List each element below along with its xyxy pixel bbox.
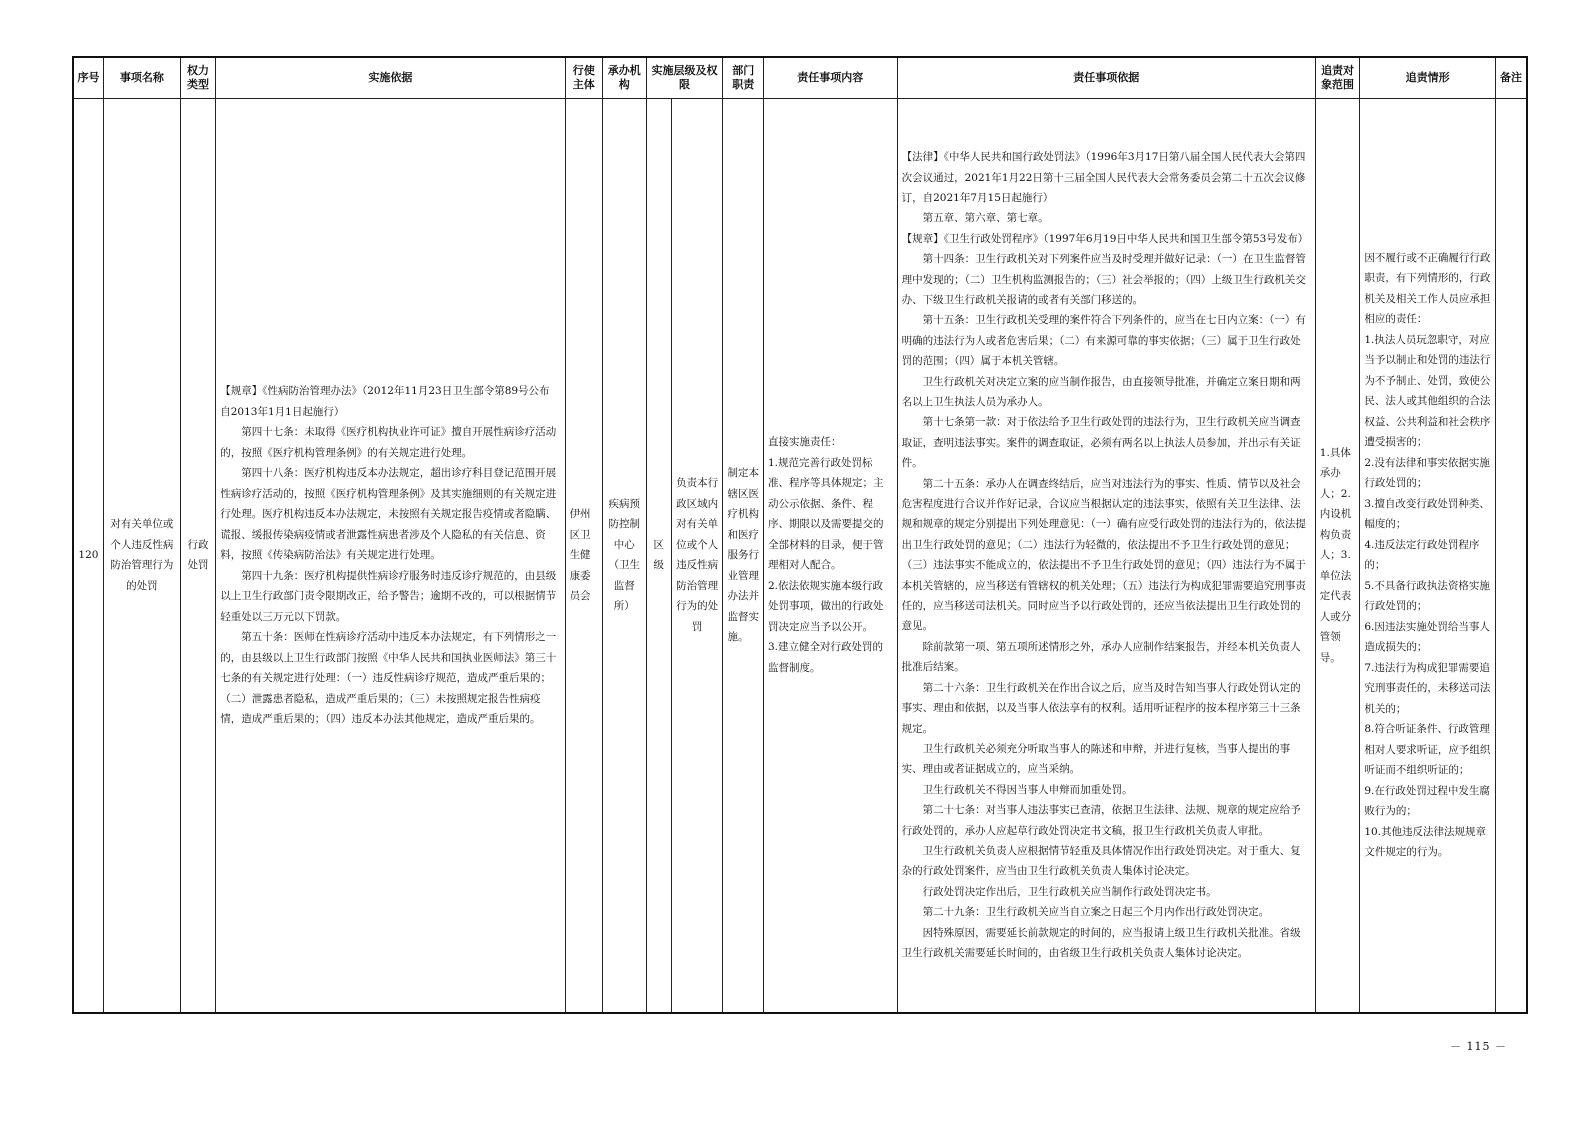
acc-situation-item: 4.违反法定行政处罚程序的； <box>1364 538 1480 572</box>
cell-item-name: 对有关单位或个人违反性病防治管理行为的处罚 <box>103 99 180 1013</box>
cell-basis <box>216 99 565 1013</box>
col-remark: 备注 <box>1496 57 1527 99</box>
cell-resp-content <box>763 99 897 1013</box>
page-number: － 115 － <box>1450 1040 1507 1053</box>
col-acc-situation: 追责情形 <box>1360 57 1496 99</box>
acc-situation-item: 3.擅自改变行政处罚种类、幅度的； <box>1364 497 1490 531</box>
cell-seq: 120 <box>73 99 103 1013</box>
acc-situation-item: 6.因违法实施处罚给当事人造成损失的； <box>1364 620 1490 654</box>
resp-basis-para: 【法律】《中华人民共和国行政处罚法》（1996年3月17日第八届全国人民代表大会第四次会议通过，2021年1月22日第十三届全国人民代表大会常务委员会第二十五次会议修订，自2021年7月15日起施行） <box>901 151 1306 204</box>
basis-para: 第四十九条：医疗机构提供性病诊疗服务时违反诊疗规范的，由县级以上卫生行政部门责令限期改正，给予警告；逾期不改的，可以根据情节轻重处以三万元以下罚款。 <box>220 569 557 623</box>
acc-situation-item: 7.违法行为构成犯罪需要追究刑事责任的，未移送司法机关的； <box>1364 661 1491 715</box>
col-dept-duty: 部门职责 <box>723 57 764 99</box>
cell-remark <box>1496 99 1527 1013</box>
col-agency: 承办机构 <box>603 57 647 99</box>
col-resp-content: 责任事项内容 <box>763 57 897 99</box>
resp-basis-para: 第二十六条：卫生行政机关在作出合议之后，应当及时告知当事人行政处罚认定的事实、理由和依据，以及当事人依法享有的权利。适用听证程序的按本程序第三十三条规定。 <box>901 681 1301 735</box>
col-acc-scope: 追责对象范围 <box>1315 57 1360 99</box>
resp-basis-para: 第十七条第一款：对于依法给予卫生行政处罚的违法行为，卫生行政机关应当调查取证，查明违法事实。案件的调查取证，必须有两名以上执法人员参加，并出示有关证件。 <box>901 416 1301 470</box>
resp-basis-para: 卫生行政机关负责人应根据情节轻重及具体情况作出行政处罚决定。对于重大、复杂的行政处罚案件，应当由卫生行政机关负责人集体讨论决定。 <box>901 844 1301 878</box>
cell-agency: 疾病预防控制中心（卫生监督所） <box>603 99 647 1013</box>
cell-resp-basis <box>897 99 1315 1013</box>
col-item-name: 事项名称 <box>103 57 180 99</box>
resp-basis-para: 第十五条：卫生行政机关受理的案件符合下列条件的，应当在七日内立案：（一）有明确的违法行为人或者危害后果；（二）有来源可靠的事实依据；（三）属于卫生行政处罚的范围；（四）属于本机关管辖。 <box>901 314 1306 368</box>
cell-dept-duty: 制定本辖区医疗机构和医疗服务行业管理办法并监督实施。 <box>723 99 764 1013</box>
cell-subject: 伊州区卫生健康委员会 <box>565 99 602 1013</box>
basis-para: 第五十条：医师在性病诊疗活动中违反本办法规定，有下列情形之一的，由县级以上卫生行政部门按照《中华人民共和国执业医师法》第三十七条的有关规定进行处理：（一）违反性病诊疗规范，造成严重后果的；（二）泄露患者隐私，造成严重后果的；（三）未按照规定报告性病疫情，造成严重后果的；（四）违反本办法其他规定，造成严重后果的。 <box>220 631 557 725</box>
resp-basis-para: 卫生行政机关对决定立案的应当制作报告，由直接领导批准，并确定立案日期和两名以上卫生执法人员为承办人。 <box>901 375 1301 408</box>
resp-basis-para: 因特殊原因，需要延长前款规定的时间的，应当报请上级卫生行政机关批准。省级卫生行政机关需要延长时间的，由省级卫生行政机关负责人集体讨论决定。 <box>901 926 1301 959</box>
cell-acc-scope: 1.具体承办人；2.内设机构负责人；3.单位法定代表人或分管领导。 <box>1315 99 1360 1013</box>
basis-para: 【规章】《性病防治管理办法》（2012年11月23日卫生部令第89号公布 自2013年1月1日起施行） <box>220 385 561 418</box>
resp-basis-para: 【规章】《卫生行政处罚程序》（1997年6月19日中华人民共和国卫生部令第53号发布） <box>901 232 1309 245</box>
acc-situation-item: 1.执法人员玩忽职守，对应当予以制止和处罚的违法行为不予制止、处罚，致使公民、法人或其他组织的合法权益、公共利益和社会秩序遭受损害的； <box>1364 333 1491 449</box>
resp-basis-para: 第二十九条：卫生行政机关应当自立案之日起三个月内作出行政处罚决定。 <box>922 906 1270 919</box>
table-row <box>73 99 1527 1013</box>
basis-para: 第四十八条：医疗机构违反本办法规定，超出诊疗科目登记范围开展性病诊疗活动的，按照《医疗机构管理条例》及其实施细则的有关规定进行处理。医疗机构违反本办法规定，未按照有关规定报告疫情或者隐瞒、谎报、缓报传染病疫情或者泄露性病患者涉及个人隐私的有关信息、资料，按照《传染病防治法》有关规定进行处理。 <box>220 467 557 561</box>
col-resp-basis: 责任事项依据 <box>897 57 1315 99</box>
acc-situation-item: 10.其他违反法律法规规章文件规定的行为。 <box>1364 825 1487 859</box>
resp-basis-para: 卫生行政机关不得因当事人申辩而加重处罚。 <box>922 783 1133 796</box>
acc-situation-item: 8.符合听证条件、行政管理相对人要求听证，应予组织听证而不组织听证的； <box>1364 723 1491 777</box>
col-basis: 实施依据 <box>216 57 565 99</box>
resp-content-para: 直接实施责任： <box>767 436 842 449</box>
cell-level-b: 负责本行政区域内对有关单位或个人违反性病防治管理行为的处罚 <box>671 99 723 1013</box>
acc-situation-item: 因不履行或不正确履行行政职责，有下列情形的，行政机关及相关工作人员应承担相应的责任： <box>1364 251 1491 326</box>
resp-content-para: 1.规范完善行政处罚标准、程序等具体规定；主动公示依据、条件、程序、期限以及需要提交的全部材料的目录，便于管理相对人配合。 <box>767 456 884 572</box>
resp-basis-para: 第五章、第六章、第七章。 <box>922 212 1049 225</box>
acc-situation-item: 9.在行政处罚过程中发生腐败行为的； <box>1364 784 1490 818</box>
cell-power-type: 行政处罚 <box>180 99 215 1013</box>
col-level: 实施层级及权限 <box>646 57 723 99</box>
resp-basis-para: 卫生行政机关必须充分听取当事人的陈述和申辩，并进行复核，当事人提出的事实、理由或者证据成立的，应当采纳。 <box>901 742 1291 776</box>
acc-situation-item: 2.没有法律和事实依据实施行政处罚的； <box>1364 456 1490 490</box>
resp-basis-para: 第二十五条：承办人在调查终结后，应当对违法行为的事实、性质、情节以及社会危害程度进行合议并作好记录，合议应当根据认定的违法事实，依照有关卫生法律、法规和规章的规定分别提出下列处理意见：（一）确有应受行政处罚的违法行为的，依法提出卫生行政处罚的意见；（二）违法行为轻微的，依法提出不予卫生行政处罚的意见；（三）违法事实不能成立的，依法提出不予卫生行政处罚的意见；（四）违法行为不属于本机关管辖的，应当移送有管辖权的机关处理；（五）违法行为构成犯罪需要追究刑事责任的，应当移送司法机关。同时应当予以行政处罚的，还应当依法提出卫生行政处罚的意见。 <box>901 477 1306 633</box>
basis-para: 第四十七条：未取得《医疗机构执业许可证》擅自开展性病诊疗活动的，按照《医疗机构管理条例》的有关规定进行处理。 <box>220 426 557 459</box>
col-power-type: 权力类型 <box>180 57 215 99</box>
resp-basis-para: 除前款第一项、第五项所述情形之外，承办人应制作结案报告，并经本机关负责人批准后结案。 <box>901 640 1301 674</box>
header-row <box>73 57 1527 99</box>
power-list-table <box>72 56 1528 1014</box>
resp-content-para: 3.建立健全对行政处罚的监督制度。 <box>767 641 884 674</box>
resp-basis-para: 行政处罚决定作出后，卫生行政机关应当制作行政处罚决定书。 <box>922 885 1217 898</box>
resp-content-para: 2.依法依规实施本级行政处罚事项，做出的行政处罚决定应当予以公开。 <box>767 579 884 633</box>
acc-situation-item: 5.不具备行政执法资格实施行政处罚的； <box>1364 579 1490 613</box>
resp-basis-para: 第十四条：卫生行政机关对下列案件应当及时受理并做好记录：（一）在卫生监督管理中发现的；（二）卫生机构监测报告的；（三）社会举报的；（四）上级卫生行政机关交办、下级卫生行政机关报请的或者有关部门移送的。 <box>901 253 1306 306</box>
cell-acc-situation <box>1360 99 1496 1013</box>
col-subject: 行使主体 <box>565 57 602 99</box>
col-seq: 序号 <box>73 57 103 99</box>
resp-basis-para: 第二十七条：对当事人违法事实已查清，依据卫生法律、法规、规章的规定应给予行政处罚的，承办人应起草行政处罚决定书文稿，报卫生行政机关负责人审批。 <box>901 804 1301 837</box>
cell-level-a: 区级 <box>646 99 671 1013</box>
